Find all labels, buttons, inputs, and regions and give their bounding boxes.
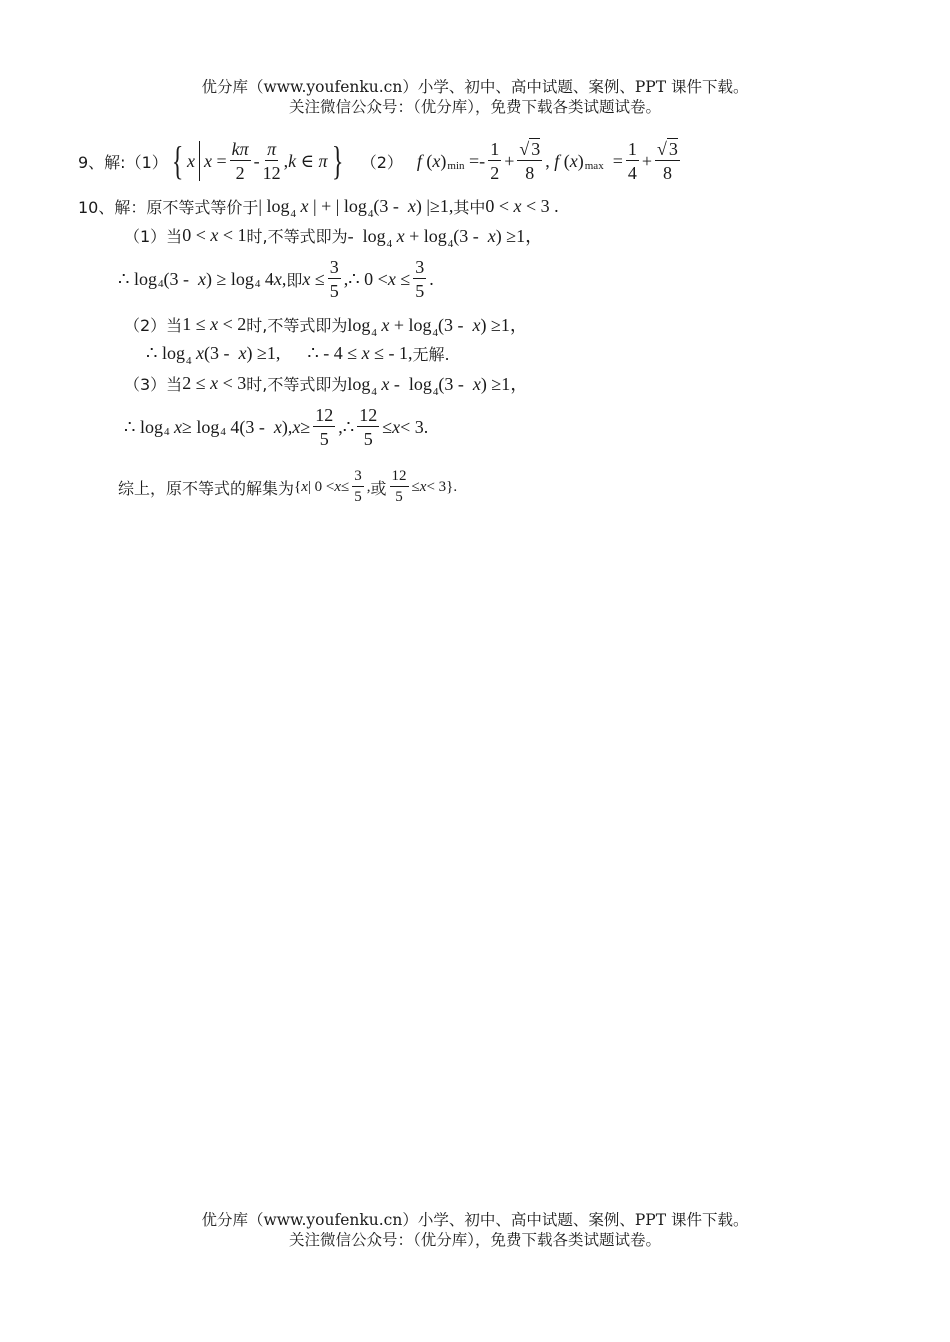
q9-solution [78, 136, 683, 186]
footer-line-1: 优分库（www.youfenku.cn）小学、初中、高中试题、案例、PPT 课件下载。 [201, 1211, 749, 1229]
q10-case1-derivation: ∴ log 4 (3 - x ) ≥ log 4 4 x , 即 x ≤ $\frac{3}{5}$ ,∴ 0 < x ≤ $\frac{3}{5}$ . [118, 257, 434, 301]
q10-case3-derivation: ∴ log 4 x ≥ log 4 4(3 - x ), x ≥ $\frac{12}{5}$ ,∴ $\frac{12}{5}$ ≤ x < 3. [124, 405, 429, 449]
page-header [0, 77, 950, 117]
page-footer [0, 1210, 950, 1250]
case1-when: 时,不等式即为 [246, 226, 348, 246]
case1-ie: 即 [286, 270, 303, 290]
q10-where: 其中 [453, 197, 486, 217]
case2-no-solution: 无解. [412, 344, 450, 364]
q9-part2-label: （2） [360, 152, 403, 172]
q10-case1: （1）当 0 < x < 1 时,不等式即为 - $\log_4 x + \log_4(3 - x) \ge 1$， [124, 224, 544, 250]
case2-when: 时,不等式即为 [246, 315, 348, 335]
q10-case2-derivation: ∴ $\log_4 x(3 - x) \ge 1$, ∴ - 4 ≤ x ≤ - 1, 无解. [146, 342, 450, 367]
case2-label: （2）当 [124, 315, 183, 335]
q9-extrema-expression: f ( x ) min =- $\frac{1}{2}$ + $\frac{√ 3}{8}$ , f ( x ) max = $\frac{1}{4}$ + $\frac{√ 3}{8}$ [416, 139, 678, 183]
q10-inequality: | $\log_4 x$ | + | $\log_4(3 - x)$ |≥1, [258, 195, 454, 220]
q10-conclusion: 综上，原不等式的解集为 { x | 0 < x ≤ $\frac{3}{5}$ , 或 $\frac{12}{5}$ ≤ x < 3}. [118, 468, 458, 505]
q9-set-expression: { x x = $\frac{k\pi}{2}$ - $\frac{\pi}{12}$ , k ∈ π } [171, 138, 343, 183]
q10-case3: （3）当 2 ≤ x < 3 时,不等式即为 $\log_4 x - \log_4(3 - x) \ge 1$， [124, 372, 529, 398]
q10-label: 10、解：原不等式等价于 [78, 197, 259, 217]
conclusion-label: 综上，原不等式的解集为 [118, 478, 295, 498]
conclusion-or: 或 [370, 478, 387, 498]
case3-when: 时,不等式即为 [246, 374, 348, 394]
footer-line-2: 关注微信公众号：（优分库），免费下载各类试题试卷。 [288, 1231, 661, 1249]
q10-case2: （2）当 1 ≤ x < 2 时,不等式即为 $\log_4 x + \log_4(3 - x) \ge 1$， [124, 313, 528, 339]
header-line-1: 优分库（www.youfenku.cn）小学、初中、高中试题、案例、PPT 课件下载。 [201, 78, 749, 96]
q10-statement [78, 193, 559, 219]
header-line-2: 关注微信公众号：（优分库），免费下载各类试题试卷。 [288, 98, 661, 116]
q10-domain: 0 < x < 3 . [485, 195, 559, 216]
q9-label: 9、解:（1） [78, 152, 168, 172]
case1-label: （1）当 [124, 226, 183, 246]
case3-label: （3）当 [124, 374, 183, 394]
